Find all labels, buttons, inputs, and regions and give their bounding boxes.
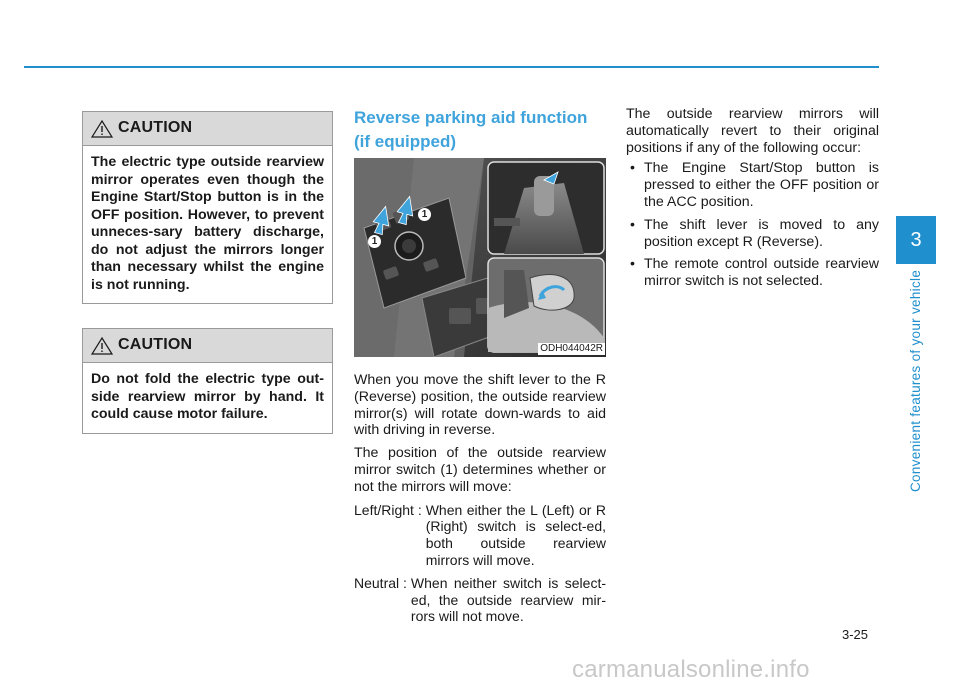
list-item	[626, 160, 879, 210]
reverse-parking-section	[354, 106, 606, 631]
watermark: carmanualsonline.info	[572, 656, 810, 683]
revert-conditions-section	[626, 106, 879, 296]
chapter-title-vertical	[906, 264, 926, 494]
definition-term: Neutral :	[354, 574, 407, 591]
section-heading	[354, 106, 606, 154]
caution-header	[83, 329, 332, 363]
paragraph-switch-position: The position of the outside rearview mirror switch (1) determines whether or not the mirrors will move:	[354, 445, 606, 495]
list-item-text: The Engine Start/Stop button is pressed to either the OFF position or the ACC position.	[644, 160, 879, 210]
bullet-dot: •	[630, 216, 635, 233]
page-number: 3-25	[842, 627, 869, 642]
caution-box-fold-mirror	[82, 328, 333, 434]
paragraph-revert-intro: The outside rearview mirrors will automatically revert to their original positions if any of the following occur:	[626, 106, 879, 156]
figure-code: ODH044042R	[540, 343, 603, 354]
revert-conditions-list	[626, 160, 879, 290]
caution-text: The electric type outside rearview mirror operates even though the Engine Start/Stop button is in the OFF position. However, to prevent unneces-sary battery discharge, do not adjust the mirrors longer than necessary whilst the engine is not running.	[91, 154, 324, 293]
caution-header	[83, 112, 332, 146]
heading-line-1: Reverse parking aid function	[354, 108, 588, 127]
definition-text: When neither switch is select-ed, the outside rearview mir-rors will not move.	[410, 574, 606, 625]
caution-title: CAUTION	[118, 336, 193, 353]
list-item	[626, 217, 879, 251]
warning-triangle-icon	[91, 120, 113, 138]
definition-left-right	[354, 502, 606, 569]
definition-term: Left/Right :	[354, 501, 422, 518]
list-item-text: The shift lever is moved to any position except R (Reverse).	[644, 216, 879, 250]
list-item	[626, 256, 879, 290]
top-rule	[24, 66, 879, 68]
paragraph-reverse: When you move the shift lever to the R (Reverse) position, the outside rearview mirror(s) will rotate down-wards to aid with driving in reverse.	[354, 372, 606, 439]
list-item-text: The remote control outside rearview mirror switch is not selected.	[644, 256, 879, 290]
callout-number-1b: 1	[368, 235, 381, 248]
callout-number-1: 1	[418, 208, 431, 221]
bullet-dot: •	[630, 160, 635, 177]
door-panel-illustration	[354, 158, 606, 357]
caution-text: Do not fold the electric type out-side rearview mirror by hand. It could cause motor failure.	[91, 371, 324, 422]
chapter-tab: 3	[896, 216, 936, 264]
caution-title: CAUTION	[118, 119, 193, 136]
caution-box-electric-mirror	[82, 111, 333, 304]
definition-neutral	[354, 575, 606, 625]
warning-triangle-icon	[91, 337, 113, 355]
definition-text: When either the L (Left) or R (Right) switch is select-ed, both outside rearview mirrors will move.	[425, 501, 606, 568]
heading-line-2: (if equipped)	[354, 132, 456, 151]
chapter-title: Convenient features of your vehicle	[908, 269, 923, 492]
section-body	[354, 372, 606, 625]
bullet-dot: •	[630, 256, 635, 273]
mirror-switch-figure	[354, 158, 606, 357]
